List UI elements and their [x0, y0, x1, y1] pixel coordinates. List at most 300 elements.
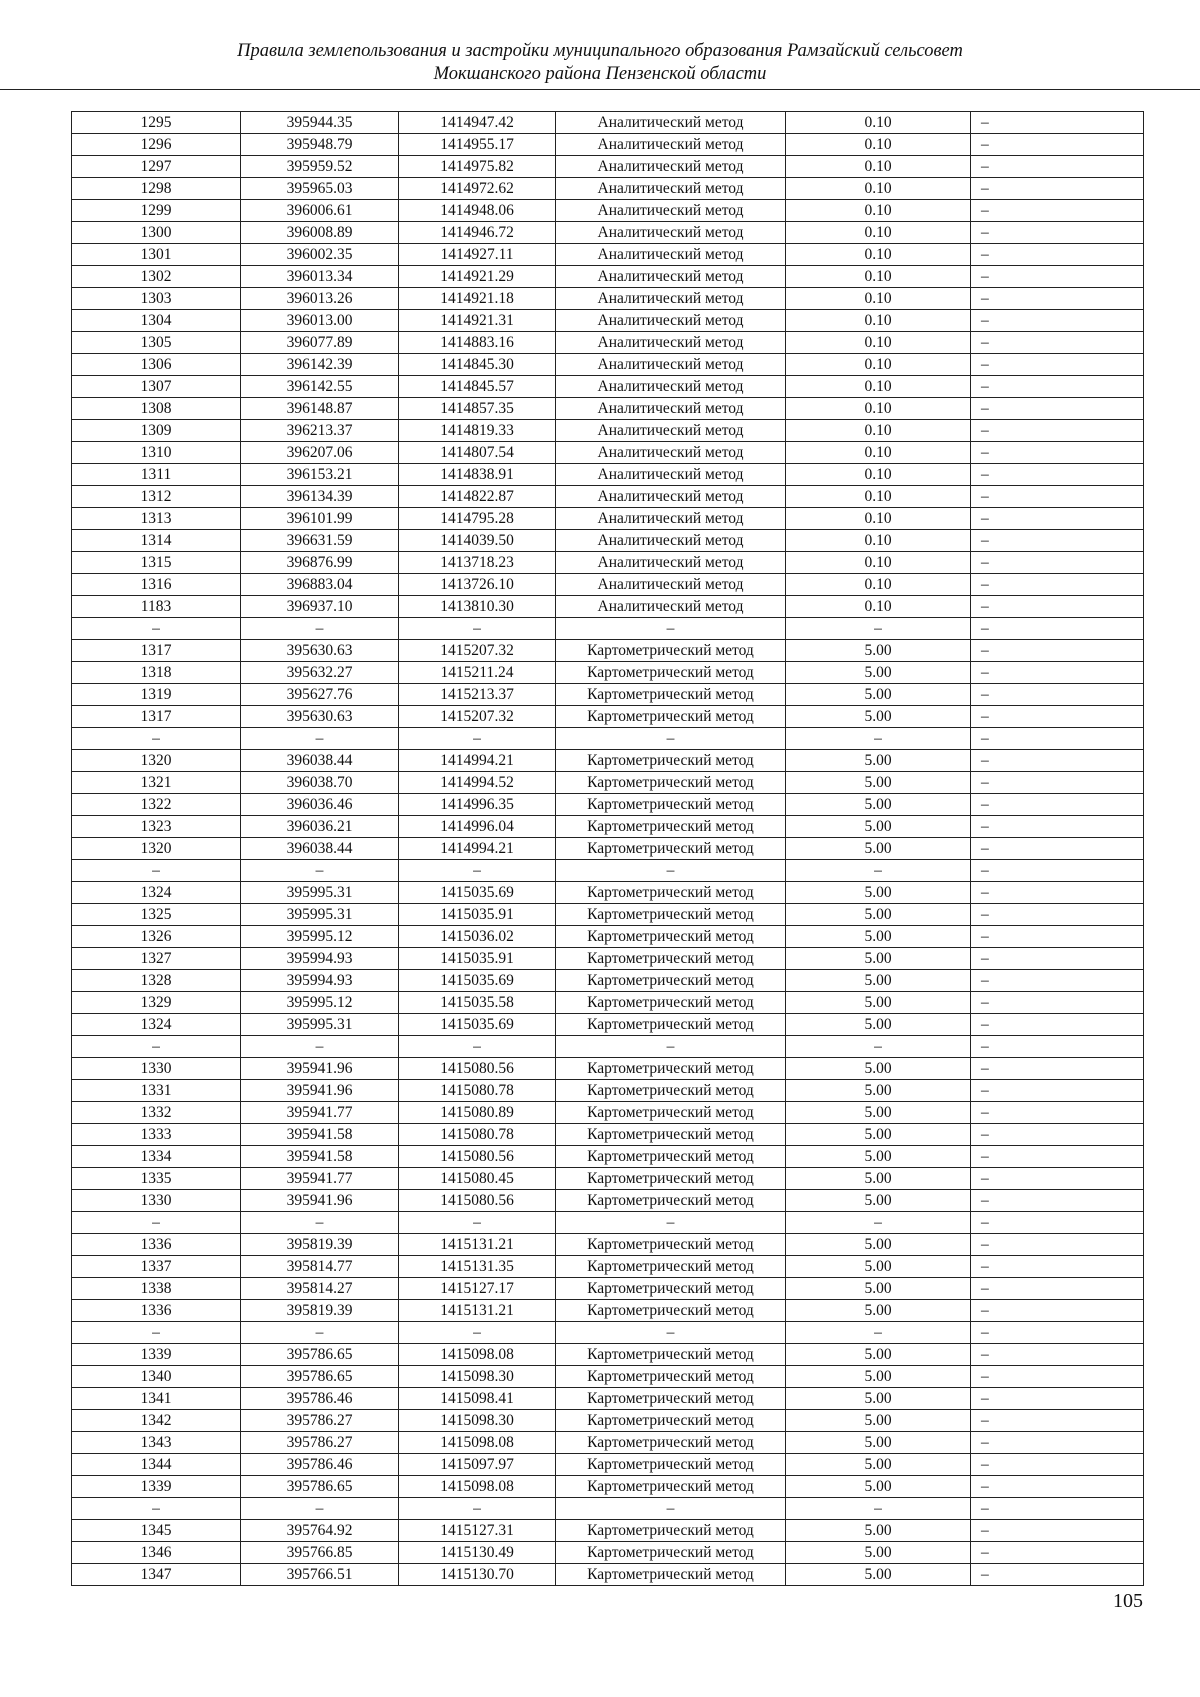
point-number-cell: 1339	[72, 1476, 241, 1498]
y-coordinate-cell: 1415211.24	[399, 662, 556, 684]
note-cell: –	[971, 882, 1144, 904]
accuracy-cell: 5.00	[786, 1256, 971, 1278]
table-row	[72, 332, 1144, 354]
method-cell: Аналитический метод	[556, 420, 786, 442]
x-coordinate-cell: 396937.10	[241, 596, 399, 618]
x-coordinate-cell: 395941.58	[241, 1124, 399, 1146]
method-cell: Аналитический метод	[556, 464, 786, 486]
note-cell: –	[971, 1520, 1144, 1542]
method-cell: Картометрический метод	[556, 838, 786, 860]
table-row	[72, 112, 1144, 134]
table-row	[72, 904, 1144, 926]
y-coordinate-cell: 1414927.11	[399, 244, 556, 266]
y-coordinate-cell: 1415098.30	[399, 1366, 556, 1388]
method-cell: Картометрический метод	[556, 1168, 786, 1190]
point-number-cell: 1345	[72, 1520, 241, 1542]
y-coordinate-cell: 1415127.17	[399, 1278, 556, 1300]
point-number-cell: –	[72, 1036, 241, 1058]
y-coordinate-cell: 1414838.91	[399, 464, 556, 486]
x-coordinate-cell: –	[241, 618, 399, 640]
table-row	[72, 1190, 1144, 1212]
note-cell: –	[971, 970, 1144, 992]
accuracy-cell: –	[786, 728, 971, 750]
x-coordinate-cell: 396142.55	[241, 376, 399, 398]
note-cell: –	[971, 596, 1144, 618]
table-row	[72, 1300, 1144, 1322]
accuracy-cell: 0.10	[786, 134, 971, 156]
note-cell: –	[971, 1322, 1144, 1344]
point-number-cell: 1325	[72, 904, 241, 926]
x-coordinate-cell: 396036.46	[241, 794, 399, 816]
method-cell: Аналитический метод	[556, 178, 786, 200]
point-number-cell: 1343	[72, 1432, 241, 1454]
note-cell: –	[971, 222, 1144, 244]
table-row	[72, 1388, 1144, 1410]
table-row	[72, 662, 1144, 684]
x-coordinate-cell: 396002.35	[241, 244, 399, 266]
method-cell: Картометрический метод	[556, 1564, 786, 1586]
y-coordinate-cell: 1414822.87	[399, 486, 556, 508]
table-row	[72, 288, 1144, 310]
accuracy-cell: 0.10	[786, 552, 971, 574]
method-cell: Картометрический метод	[556, 882, 786, 904]
accuracy-cell: 0.10	[786, 574, 971, 596]
table-row	[72, 750, 1144, 772]
table-row	[72, 1410, 1144, 1432]
y-coordinate-cell: 1414921.18	[399, 288, 556, 310]
method-cell: Аналитический метод	[556, 156, 786, 178]
method-cell: –	[556, 1036, 786, 1058]
method-cell: Картометрический метод	[556, 640, 786, 662]
x-coordinate-cell: 395965.03	[241, 178, 399, 200]
y-coordinate-cell: 1414819.33	[399, 420, 556, 442]
y-coordinate-cell: 1415035.91	[399, 948, 556, 970]
table-row	[72, 1124, 1144, 1146]
accuracy-cell: 0.10	[786, 508, 971, 530]
table-row	[72, 574, 1144, 596]
note-cell: –	[971, 178, 1144, 200]
note-cell: –	[971, 1542, 1144, 1564]
method-cell: Картометрический метод	[556, 904, 786, 926]
x-coordinate-cell: 395948.79	[241, 134, 399, 156]
table-row	[72, 838, 1144, 860]
y-coordinate-cell: –	[399, 1322, 556, 1344]
point-number-cell: 1328	[72, 970, 241, 992]
table-row	[72, 1476, 1144, 1498]
point-number-cell: 1299	[72, 200, 241, 222]
y-coordinate-cell: 1415080.78	[399, 1124, 556, 1146]
x-coordinate-cell: 395766.51	[241, 1564, 399, 1586]
table-row	[72, 1564, 1144, 1586]
method-cell: Картометрический метод	[556, 706, 786, 728]
method-cell: Аналитический метод	[556, 508, 786, 530]
method-cell: Картометрический метод	[556, 1058, 786, 1080]
accuracy-cell: 5.00	[786, 1542, 971, 1564]
point-number-cell: 1338	[72, 1278, 241, 1300]
method-cell: Картометрический метод	[556, 1278, 786, 1300]
x-coordinate-cell: 396101.99	[241, 508, 399, 530]
point-number-cell: 1347	[72, 1564, 241, 1586]
x-coordinate-cell: 396008.89	[241, 222, 399, 244]
method-cell: Картометрический метод	[556, 1432, 786, 1454]
x-coordinate-cell: 395941.58	[241, 1146, 399, 1168]
table-row	[72, 706, 1144, 728]
accuracy-cell: 5.00	[786, 1234, 971, 1256]
point-number-cell: 1307	[72, 376, 241, 398]
accuracy-cell: 5.00	[786, 1080, 971, 1102]
x-coordinate-cell: 395630.63	[241, 640, 399, 662]
table-row	[72, 530, 1144, 552]
note-cell: –	[971, 1278, 1144, 1300]
y-coordinate-cell: 1415080.56	[399, 1146, 556, 1168]
table-row	[72, 970, 1144, 992]
y-coordinate-cell: 1414807.54	[399, 442, 556, 464]
y-coordinate-cell: 1414996.04	[399, 816, 556, 838]
x-coordinate-cell: 395995.12	[241, 992, 399, 1014]
accuracy-cell: 0.10	[786, 354, 971, 376]
point-number-cell: –	[72, 728, 241, 750]
y-coordinate-cell: 1415098.30	[399, 1410, 556, 1432]
accuracy-cell: 0.10	[786, 530, 971, 552]
table-row	[72, 398, 1144, 420]
x-coordinate-cell: 395627.76	[241, 684, 399, 706]
y-coordinate-cell: –	[399, 1212, 556, 1234]
table-row	[72, 178, 1144, 200]
y-coordinate-cell: 1415098.08	[399, 1344, 556, 1366]
note-cell: –	[971, 1498, 1144, 1520]
accuracy-cell: –	[786, 1322, 971, 1344]
note-cell: –	[971, 1564, 1144, 1586]
accuracy-cell: 5.00	[786, 750, 971, 772]
table-row	[72, 1036, 1144, 1058]
note-cell: –	[971, 662, 1144, 684]
accuracy-cell: –	[786, 1036, 971, 1058]
point-number-cell: 1322	[72, 794, 241, 816]
y-coordinate-cell: 1414795.28	[399, 508, 556, 530]
y-coordinate-cell: 1414857.35	[399, 398, 556, 420]
method-cell: Аналитический метод	[556, 442, 786, 464]
accuracy-cell: 0.10	[786, 332, 971, 354]
accuracy-cell: 5.00	[786, 926, 971, 948]
method-cell: –	[556, 860, 786, 882]
accuracy-cell: 0.10	[786, 156, 971, 178]
table-row	[72, 1256, 1144, 1278]
y-coordinate-cell: 1415035.69	[399, 882, 556, 904]
x-coordinate-cell: 395786.27	[241, 1432, 399, 1454]
point-number-cell: 1330	[72, 1058, 241, 1080]
note-cell: –	[971, 574, 1144, 596]
point-number-cell: 1324	[72, 882, 241, 904]
point-number-cell: 1339	[72, 1344, 241, 1366]
note-cell: –	[971, 310, 1144, 332]
accuracy-cell: 5.00	[786, 1014, 971, 1036]
y-coordinate-cell: 1415127.31	[399, 1520, 556, 1542]
accuracy-cell: 5.00	[786, 904, 971, 926]
note-cell: –	[971, 684, 1144, 706]
coordinates-table-body	[72, 112, 1144, 1586]
y-coordinate-cell: 1414994.21	[399, 838, 556, 860]
point-number-cell: 1329	[72, 992, 241, 1014]
table-row	[72, 1454, 1144, 1476]
note-cell: –	[971, 1168, 1144, 1190]
x-coordinate-cell: 395995.31	[241, 882, 399, 904]
accuracy-cell: 0.10	[786, 310, 971, 332]
method-cell: –	[556, 728, 786, 750]
method-cell: Картометрический метод	[556, 1124, 786, 1146]
note-cell: –	[971, 1476, 1144, 1498]
accuracy-cell: 5.00	[786, 1344, 971, 1366]
y-coordinate-cell: 1415080.56	[399, 1190, 556, 1212]
note-cell: –	[971, 640, 1144, 662]
x-coordinate-cell: 395786.27	[241, 1410, 399, 1432]
x-coordinate-cell: 396883.04	[241, 574, 399, 596]
point-number-cell: –	[72, 1498, 241, 1520]
accuracy-cell: 0.10	[786, 266, 971, 288]
accuracy-cell: 5.00	[786, 1124, 971, 1146]
accuracy-cell: 5.00	[786, 640, 971, 662]
table-row	[72, 376, 1144, 398]
y-coordinate-cell: 1415080.78	[399, 1080, 556, 1102]
point-number-cell: 1315	[72, 552, 241, 574]
y-coordinate-cell: 1413810.30	[399, 596, 556, 618]
table-row	[72, 1322, 1144, 1344]
note-cell: –	[971, 1256, 1144, 1278]
note-cell: –	[971, 354, 1144, 376]
method-cell: Аналитический метод	[556, 200, 786, 222]
y-coordinate-cell: 1414948.06	[399, 200, 556, 222]
x-coordinate-cell: 395786.46	[241, 1454, 399, 1476]
accuracy-cell: 5.00	[786, 816, 971, 838]
point-number-cell: 1337	[72, 1256, 241, 1278]
accuracy-cell: 0.10	[786, 222, 971, 244]
method-cell: Аналитический метод	[556, 332, 786, 354]
note-cell: –	[971, 1080, 1144, 1102]
x-coordinate-cell: 395941.96	[241, 1058, 399, 1080]
y-coordinate-cell: –	[399, 1498, 556, 1520]
accuracy-cell: 5.00	[786, 948, 971, 970]
method-cell: Картометрический метод	[556, 1300, 786, 1322]
accuracy-cell: 0.10	[786, 464, 971, 486]
table-row	[72, 1432, 1144, 1454]
point-number-cell: 1308	[72, 398, 241, 420]
accuracy-cell: 5.00	[786, 1190, 971, 1212]
accuracy-cell: 5.00	[786, 882, 971, 904]
table-row	[72, 1168, 1144, 1190]
y-coordinate-cell: 1414994.21	[399, 750, 556, 772]
table-row	[72, 244, 1144, 266]
accuracy-cell: 0.10	[786, 200, 971, 222]
x-coordinate-cell: 395766.85	[241, 1542, 399, 1564]
table-row	[72, 1542, 1144, 1564]
accuracy-cell: 5.00	[786, 1432, 971, 1454]
x-coordinate-cell: 395786.65	[241, 1344, 399, 1366]
point-number-cell: 1317	[72, 706, 241, 728]
table-row	[72, 420, 1144, 442]
note-cell: –	[971, 926, 1144, 948]
x-coordinate-cell: 395994.93	[241, 948, 399, 970]
method-cell: Аналитический метод	[556, 398, 786, 420]
x-coordinate-cell: 396153.21	[241, 464, 399, 486]
method-cell: –	[556, 1322, 786, 1344]
point-number-cell: 1318	[72, 662, 241, 684]
y-coordinate-cell: 1414845.57	[399, 376, 556, 398]
table-row	[72, 1344, 1144, 1366]
table-row	[72, 860, 1144, 882]
point-number-cell: 1344	[72, 1454, 241, 1476]
table-row	[72, 1234, 1144, 1256]
accuracy-cell: 5.00	[786, 992, 971, 1014]
point-number-cell: 1298	[72, 178, 241, 200]
method-cell: Картометрический метод	[556, 970, 786, 992]
accuracy-cell: 5.00	[786, 706, 971, 728]
method-cell: Картометрический метод	[556, 948, 786, 970]
x-coordinate-cell: 396036.21	[241, 816, 399, 838]
accuracy-cell: 5.00	[786, 772, 971, 794]
method-cell: Аналитический метод	[556, 222, 786, 244]
point-number-cell: 1319	[72, 684, 241, 706]
method-cell: Картометрический метод	[556, 926, 786, 948]
table-row	[72, 948, 1144, 970]
point-number-cell: –	[72, 618, 241, 640]
accuracy-cell: 0.10	[786, 288, 971, 310]
y-coordinate-cell: 1413726.10	[399, 574, 556, 596]
accuracy-cell: 5.00	[786, 1388, 971, 1410]
x-coordinate-cell: 395994.93	[241, 970, 399, 992]
note-cell: –	[971, 442, 1144, 464]
table-row	[72, 200, 1144, 222]
table-row	[72, 728, 1144, 750]
note-cell: –	[971, 464, 1144, 486]
method-cell: Аналитический метод	[556, 596, 786, 618]
y-coordinate-cell: 1415130.49	[399, 1542, 556, 1564]
accuracy-cell: 5.00	[786, 1278, 971, 1300]
y-coordinate-cell: 1415080.89	[399, 1102, 556, 1124]
method-cell: Аналитический метод	[556, 134, 786, 156]
y-coordinate-cell: –	[399, 618, 556, 640]
x-coordinate-cell: 396013.00	[241, 310, 399, 332]
y-coordinate-cell: 1414972.62	[399, 178, 556, 200]
y-coordinate-cell: 1415035.69	[399, 970, 556, 992]
x-coordinate-cell: 396013.34	[241, 266, 399, 288]
x-coordinate-cell: 395959.52	[241, 156, 399, 178]
point-number-cell: 1336	[72, 1234, 241, 1256]
method-cell: Аналитический метод	[556, 530, 786, 552]
table-row	[72, 1366, 1144, 1388]
x-coordinate-cell: 395995.31	[241, 904, 399, 926]
note-cell: –	[971, 1366, 1144, 1388]
table-row	[72, 156, 1144, 178]
point-number-cell: 1336	[72, 1300, 241, 1322]
x-coordinate-cell: –	[241, 1212, 399, 1234]
y-coordinate-cell: 1415213.37	[399, 684, 556, 706]
point-number-cell: –	[72, 1212, 241, 1234]
table-row	[72, 772, 1144, 794]
note-cell: –	[971, 266, 1144, 288]
point-number-cell: 1311	[72, 464, 241, 486]
x-coordinate-cell: –	[241, 1036, 399, 1058]
table-row	[72, 222, 1144, 244]
accuracy-cell: 0.10	[786, 112, 971, 134]
table-row	[72, 1014, 1144, 1036]
point-number-cell: 1306	[72, 354, 241, 376]
accuracy-cell: 5.00	[786, 1300, 971, 1322]
point-number-cell: 1183	[72, 596, 241, 618]
note-cell: –	[971, 1190, 1144, 1212]
page-header	[0, 40, 1200, 86]
note-cell: –	[971, 486, 1144, 508]
note-cell: –	[971, 904, 1144, 926]
method-cell: Аналитический метод	[556, 354, 786, 376]
x-coordinate-cell: 396006.61	[241, 200, 399, 222]
y-coordinate-cell: 1415036.02	[399, 926, 556, 948]
point-number-cell: 1302	[72, 266, 241, 288]
method-cell: Картометрический метод	[556, 1080, 786, 1102]
table-row	[72, 684, 1144, 706]
note-cell: –	[971, 1146, 1144, 1168]
accuracy-cell: 5.00	[786, 1146, 971, 1168]
y-coordinate-cell: 1415207.32	[399, 640, 556, 662]
table-row	[72, 1520, 1144, 1542]
point-number-cell: 1326	[72, 926, 241, 948]
note-cell: –	[971, 200, 1144, 222]
accuracy-cell: 5.00	[786, 662, 971, 684]
x-coordinate-cell: 395764.92	[241, 1520, 399, 1542]
note-cell: –	[971, 1454, 1144, 1476]
table-row	[72, 618, 1144, 640]
note-cell: –	[971, 992, 1144, 1014]
point-number-cell: 1346	[72, 1542, 241, 1564]
x-coordinate-cell: 396213.37	[241, 420, 399, 442]
x-coordinate-cell: 396142.39	[241, 354, 399, 376]
header-title-line-2: Мокшанского района Пензенской области	[433, 64, 767, 84]
note-cell: –	[971, 156, 1144, 178]
header-title-line-1: Правила землепользования и застройки муниципального образования Рамзайский сельсовет	[237, 41, 963, 61]
note-cell: –	[971, 420, 1144, 442]
note-cell: –	[971, 838, 1144, 860]
method-cell: Аналитический метод	[556, 288, 786, 310]
point-number-cell: 1320	[72, 750, 241, 772]
note-cell: –	[971, 530, 1144, 552]
method-cell: –	[556, 618, 786, 640]
point-number-cell: 1310	[72, 442, 241, 464]
x-coordinate-cell: 396077.89	[241, 332, 399, 354]
accuracy-cell: 5.00	[786, 1520, 971, 1542]
table-row	[72, 926, 1144, 948]
method-cell: Картометрический метод	[556, 772, 786, 794]
accuracy-cell: 5.00	[786, 1168, 971, 1190]
point-number-cell: 1317	[72, 640, 241, 662]
table-row	[72, 1278, 1144, 1300]
y-coordinate-cell: 1415207.32	[399, 706, 556, 728]
x-coordinate-cell: 395786.46	[241, 1388, 399, 1410]
y-coordinate-cell: –	[399, 860, 556, 882]
accuracy-cell: 5.00	[786, 1366, 971, 1388]
table-row	[72, 1498, 1144, 1520]
table-row	[72, 486, 1144, 508]
note-cell: –	[971, 1124, 1144, 1146]
method-cell: Картометрический метод	[556, 992, 786, 1014]
point-number-cell: –	[72, 1322, 241, 1344]
method-cell: Картометрический метод	[556, 816, 786, 838]
coordinates-table	[71, 111, 1144, 1586]
method-cell: Картометрический метод	[556, 1520, 786, 1542]
y-coordinate-cell: 1414921.29	[399, 266, 556, 288]
y-coordinate-cell: 1414947.42	[399, 112, 556, 134]
note-cell: –	[971, 618, 1144, 640]
point-number-cell: 1321	[72, 772, 241, 794]
table-row	[72, 640, 1144, 662]
x-coordinate-cell: 396134.39	[241, 486, 399, 508]
